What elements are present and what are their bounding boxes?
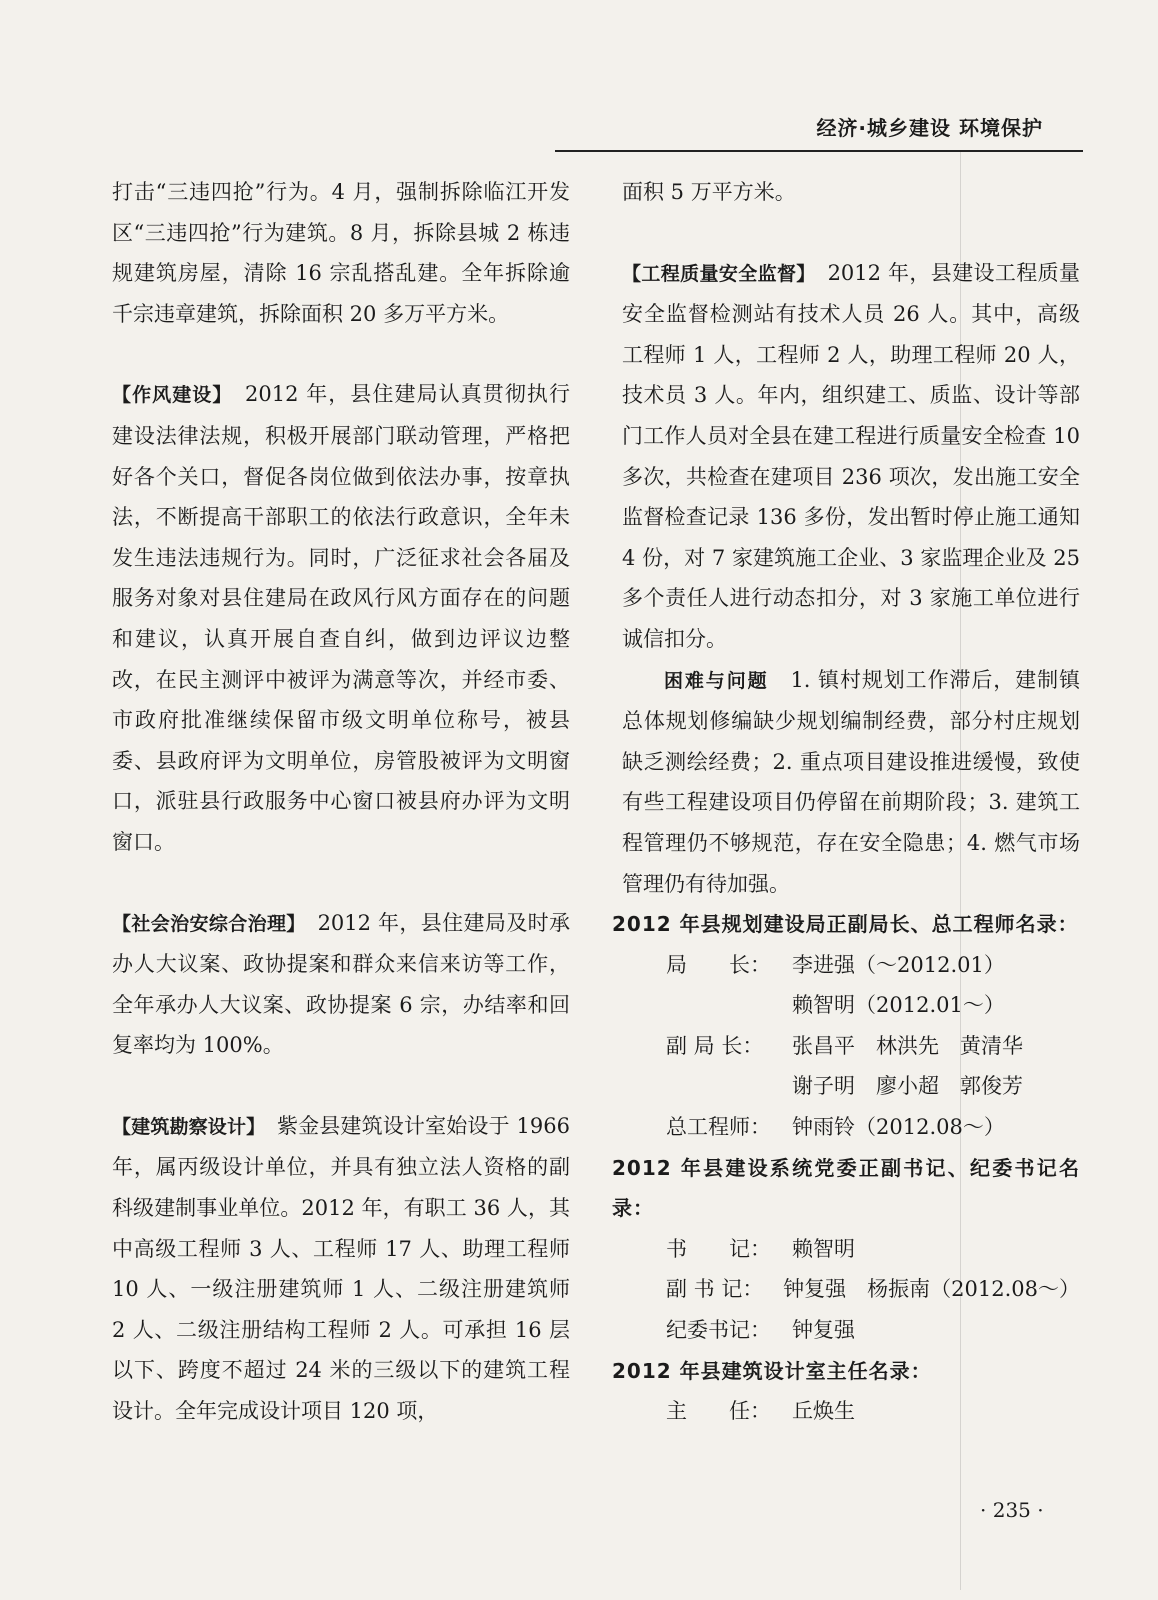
roster-value: 钟复强 [792, 1318, 855, 1343]
roster-title: 2012 年县规划建设局正副局长、总工程师名录： [612, 912, 1079, 937]
roster-label: 纪委书记： [666, 1318, 771, 1343]
roster-label: 副 局 长： [666, 1033, 764, 1058]
roster-row [622, 1026, 1080, 1067]
paragraph [112, 1106, 570, 1432]
subsection-heading: 困难与问题 [664, 669, 769, 692]
section-heading: 【工程质量安全监督】 [622, 262, 807, 285]
page-number: · 235 · [980, 1498, 1044, 1522]
paragraph: 打击“三违四抢”行为。4 月，强制拆除临江开发区“三违四抢”行为建筑。8 月，拆除县城 2 栋违规建筑房屋，清除 16 宗乱搭乱建。全年拆除逾千宗违章建筑，拆除面积 20 多万平方米。 [112, 180, 570, 326]
section-body: 2012 年，县建设工程质量安全监督检测站有技术人员 26 人。其中，高级工程师 1 人，工程师 2 人，助理工程师 20 人，技术员 3 人。年内，组织建工、质监、设计等部门工作人员对全县在建工程进行质量安全检查 10 多次，共检查在建项目 236 项次，发出施工安全监督检查记录 136 多份，发出暂时停止施工通知 4 份，对 7 家建筑施工企业、3 家监理企业及 25 多个责任人进行动态扣分，对 3 家施工单位进行诚信扣分。 [622, 260, 1080, 651]
paragraph [112, 903, 570, 1066]
roster-row [622, 1310, 1080, 1351]
paragraph [622, 660, 1080, 905]
roster-list [622, 1229, 1080, 1351]
roster-label: 书 记： [666, 1236, 771, 1261]
roster-label [622, 1066, 792, 1107]
roster-label [622, 985, 792, 1026]
roster-row [622, 1391, 1080, 1432]
roster-value: 钟雨铃（2012.08～） [792, 1115, 1005, 1140]
roster-label: 总工程师： [666, 1115, 771, 1140]
paragraph: 面积 5 万平方米。 [622, 180, 796, 204]
roster-row [622, 1229, 1080, 1270]
roster-list [622, 945, 1080, 1148]
roster-label: 局 长： [666, 952, 771, 977]
roster-label: 主 任： [666, 1399, 771, 1424]
running-header [555, 108, 1083, 152]
section-heading: 【建筑勘察设计】 [112, 1115, 256, 1138]
roster-value: 钟复强 杨振南（2012.08～） [783, 1277, 1080, 1302]
right-column [612, 172, 1080, 1432]
roster-value: 张昌平 林洪先 黄清华 [792, 1033, 1023, 1058]
paragraph [112, 374, 570, 862]
roster-value: 丘焕生 [792, 1399, 855, 1424]
section-body: 1. 镇村规划工作滞后，建制镇总体规划修编缺少规划编制经费，部分村庄规划缺乏测绘经费；2. 重点项目建设推进缓慢，致使有些工程建设项目仍停留在前期阶段；3. 建筑工程管理仍不够规范，存在安全隐患；4. 燃气市场管理仍有待加强。 [622, 667, 1080, 896]
left-column [112, 172, 570, 1432]
roster-row [622, 1066, 1080, 1107]
roster-title: 2012 年县建筑设计室主任名录： [612, 1358, 932, 1383]
section-heading: 【作风建设】 [112, 384, 223, 407]
roster-row [622, 1107, 1080, 1148]
roster-value: 谢子明 廖小超 郭俊芳 [792, 1074, 1023, 1099]
roster-list [622, 1391, 1080, 1432]
roster-value: 李进强（～2012.01） [792, 952, 1005, 977]
roster-row [622, 945, 1080, 986]
roster-row [622, 985, 1080, 1026]
roster-value: 赖智明 [792, 1236, 855, 1261]
roster-value: 赖智明（2012.01～） [792, 993, 1005, 1018]
paragraph [622, 253, 1080, 660]
section-heading: 【社会治安综合治理】 [112, 912, 297, 935]
section-body: 2012 年，县住建局认真贯彻执行建设法律法规，积极开展部门联动管理，严格把好各个关口，督促各岗位做到依法办事，按章执法，不断提高干部职工的依法行政意识，全年未发生违法违规行为。同时，广泛征求社会各届及服务对象对县住建局在政风行风方面存在的问题和建议，认真开展自查自纠，做到边评议边整改，在民主测评中被评为满意等次，并经市委、市政府批准继续保留市级文明单位称号，被县委、县政府评为文明单位，房管股被评为文明窗口，派驻县行政服务中心窗口被县府办评为文明窗口。 [112, 382, 570, 854]
section-body: 2012 年，县住建局及时承办人大议案、政协提案和群众来信来访等工作，全年承办人大议案、政协提案 6 宗，办结率和回复率均为 100%。 [112, 910, 570, 1058]
roster-label: 副 书 记： [666, 1277, 764, 1302]
roster-row [622, 1269, 1080, 1310]
roster-title: 2012 年县建设系统党委正副书记、纪委书记名录： [612, 1155, 1080, 1221]
section-title: 经济·城乡建设 环境保护 [816, 116, 1043, 140]
section-body: 紫金县建筑设计室始设于 1966 年，属丙级设计单位，并具有独立法人资格的副科级建制事业单位。2012 年，有职工 36 人，其中高级工程师 3 人、工程师 17 人、助理工程师 10 人、一级注册建筑师 1 人、二级注册建筑师 2 人、二级注册结构工程师 2 人。可承担 16 层以下、跨度不超过 24 米的三级以下的建筑工程设计。全年完成设计项目 120 项， [112, 1113, 570, 1424]
